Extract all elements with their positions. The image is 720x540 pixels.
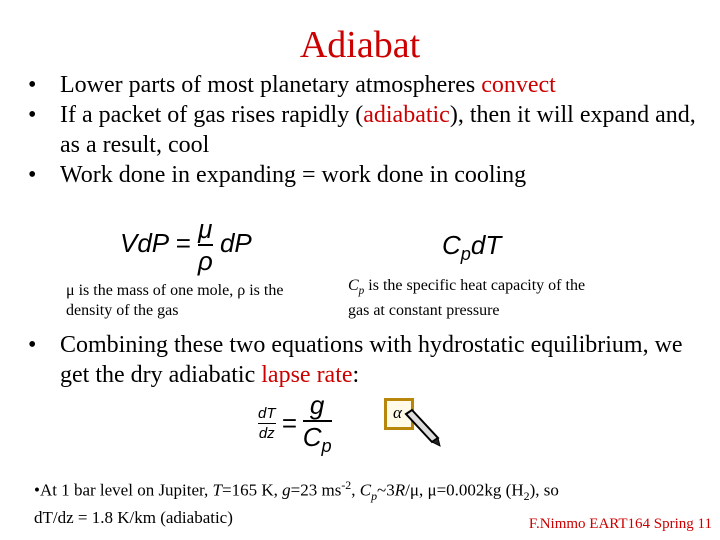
jupiter-line-2: dT/dz = 1.8 K/km (adiabatic) — [34, 508, 233, 528]
bullet-list-2 — [26, 330, 706, 390]
bullet-work: • Work done in expanding = work done in cooling — [26, 160, 706, 190]
bullet-adiabatic: • If a packet of gas rises rapidly (adiabatic), then it will expand and, as a result, cool — [26, 100, 706, 160]
footer-credit: F.Nimmo EART164 Spring 11 — [528, 516, 712, 532]
highlight-convect: convect — [481, 72, 556, 98]
equation-cpdt: $C_pdT$ — [442, 230, 502, 265]
alpha-box: α — [384, 398, 414, 430]
bullet-convect: • Lower parts of most planetary atmospheres convect — [26, 70, 706, 100]
bullet-combining: • Combining these two equations with hydrostatic equilibrium, we get the dry adiabatic lapse rate: — [26, 330, 706, 390]
bullet-list — [26, 70, 706, 190]
pencil-icon — [402, 408, 442, 448]
slide-title: Adiabat — [299, 24, 421, 66]
jupiter-line-1: •At 1 bar level on Jupiter, T=165 K, g=23 $ms^{-2}$, $C_p\sim 3R/\mu$, μ=0.002kg $(H_2)$, so — [34, 478, 559, 504]
highlight-adiabatic: adiabatic — [363, 102, 450, 128]
equation-vdp: VdP = $\frac{\mu}{\rho}$ dP — [120, 214, 252, 276]
note-heat-capacity: $C_p$ is the specific heat capacity of the gas at constant pressure — [348, 277, 586, 320]
highlight-lapse-rate: lapse rate — [261, 362, 353, 388]
note-mass-density: μ is the mass of one mole, ρ is the density of the gas — [66, 282, 284, 319]
equation-lapse-rate: $\frac{dT}{dz}$ = $\frac{g}{C_p}$ — [258, 390, 332, 457]
